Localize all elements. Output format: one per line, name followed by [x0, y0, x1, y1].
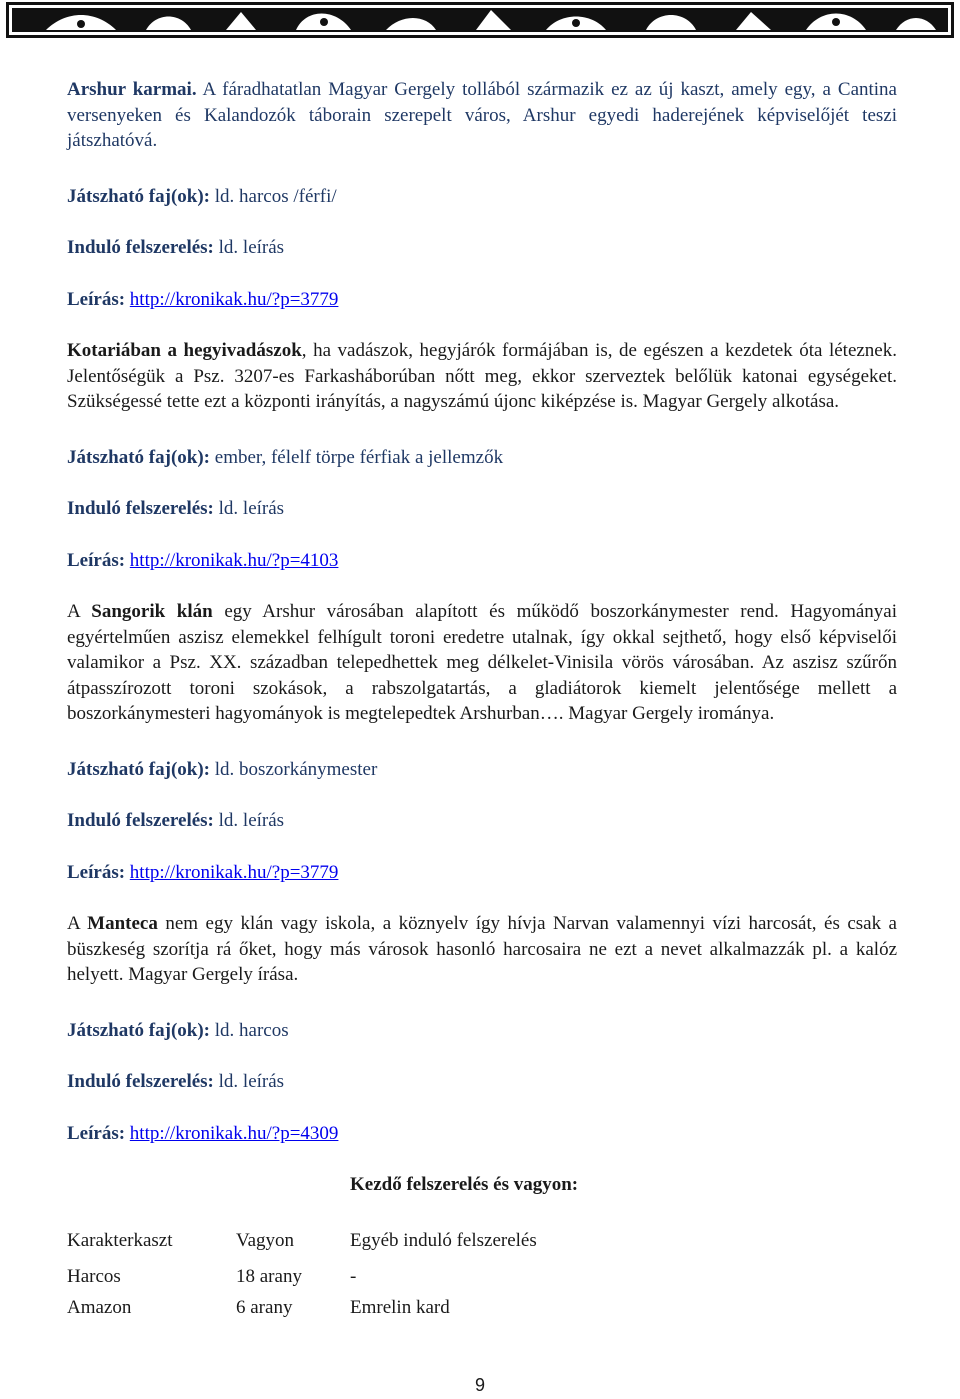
playable-races-value: ld. harcos /férfi/ — [210, 185, 337, 207]
starting-equipment-label: Induló felszerelés: — [67, 237, 214, 258]
ornamental-border-image — [6, 0, 954, 40]
description-field — [67, 287, 897, 313]
playable-races-field — [67, 184, 897, 210]
entry-text: nem egy klán vagy iskola, a köznyelv így hívja Narvan valamennyi vízi harcosát, és csak a büszkeség szorítja rá őket, hogy más városok hasonló harcosaira ne ezt a nevet alkalmazzák pl. a kalóz helyett. Magyar Gergely írása. — [67, 913, 897, 985]
decorative-header-banner — [6, 0, 954, 40]
document-body — [67, 77, 897, 1326]
playable-races-label: Játszható faj(ok): — [67, 185, 211, 207]
starting-equipment-value: ld. leírás — [213, 237, 285, 258]
entry-intro — [67, 911, 897, 988]
page-number: 9 — [474, 1375, 485, 1395]
description-label: Leírás: — [67, 549, 126, 571]
starting-equipment-label: Induló felszerelés: — [67, 810, 214, 831]
description-field — [67, 1121, 897, 1147]
description-link[interactable]: http://kronikak.hu/?p=4103 — [129, 549, 339, 571]
starting-equipment-value: ld. leírás — [213, 810, 285, 831]
table-row — [67, 1295, 537, 1326]
playable-races-field — [67, 445, 897, 471]
table-cell: Harcos — [67, 1265, 121, 1287]
entry-intro — [67, 599, 897, 727]
entry-text: , ha vadászok, hegyjárók formájában is, de egészen a kezdetek óta léteznek. Jelentőségük a Psz. 3207-es Farkasháborúban nőtt meg, ekkor szerveztek belőlük katonai egységeket. Szükségessé tette ezt a központi irányítás, a nagyszámú újonc kiképzése is. Magyar Gergely alkotása. — [67, 340, 897, 412]
description-link[interactable]: http://kronikak.hu/?p=3779 — [129, 861, 339, 883]
entry-manteca — [67, 911, 897, 1146]
playable-races-label: Játszható faj(ok): — [67, 758, 211, 780]
entry-kotaria-hegyivadaszok — [67, 338, 897, 573]
table-cell: Amazon — [67, 1296, 132, 1318]
column-header: Karakterkaszt — [67, 1229, 173, 1251]
starting-equipment-value: ld. leírás — [213, 1071, 285, 1092]
playable-races-label: Játszható faj(ok): — [67, 446, 211, 468]
entry-intro — [67, 77, 897, 154]
starting-equipment-label: Induló felszerelés: — [67, 498, 214, 519]
table-cell: Emrelin kard — [350, 1296, 450, 1318]
table-cell: 6 arany — [236, 1296, 293, 1318]
description-label: Leírás: — [67, 861, 126, 883]
entry-title: Manteca — [87, 913, 158, 934]
table-cell: 18 arany — [236, 1265, 302, 1287]
playable-races-value: ember, félelf törpe férfiak a jellemzők — [210, 446, 504, 468]
description-label: Leírás: — [67, 1122, 126, 1144]
description-label: Leírás: — [67, 288, 126, 310]
table-row — [67, 1264, 537, 1295]
entry-title: Sangorik klán — [91, 601, 213, 622]
entry-text-prefix: A — [67, 601, 92, 622]
table-cell: - — [350, 1265, 357, 1287]
playable-races-label: Játszható faj(ok): — [67, 1019, 211, 1041]
entry-sangorik-klan — [67, 599, 897, 885]
starting-equipment-field — [67, 808, 897, 834]
playable-races-field — [67, 1018, 897, 1044]
column-header: Vagyon — [236, 1229, 295, 1251]
entry-title: Kotariában a hegyivadászok — [67, 340, 302, 361]
entry-arshur-karmai — [67, 77, 897, 312]
description-link[interactable]: http://kronikak.hu/?p=4309 — [129, 1122, 339, 1144]
entry-text-prefix: A — [67, 913, 88, 934]
starting-equipment-field — [67, 235, 897, 261]
column-header: Egyéb induló felszerelés — [350, 1229, 537, 1251]
starting-equipment-label: Induló felszerelés: — [67, 1071, 214, 1092]
equipment-table — [67, 1228, 537, 1326]
playable-races-value: ld. harcos — [210, 1019, 289, 1041]
starting-equipment-field — [67, 496, 897, 522]
equipment-table-title: Kezdő felszerelés és vagyon: — [350, 1174, 579, 1195]
description-field — [67, 860, 897, 886]
description-link[interactable]: http://kronikak.hu/?p=3779 — [129, 288, 339, 310]
table-header-row — [67, 1228, 537, 1264]
playable-races-field — [67, 757, 897, 783]
description-field — [67, 548, 897, 574]
starting-equipment-field — [67, 1069, 897, 1095]
entry-intro — [67, 338, 897, 415]
starting-equipment-value: ld. leírás — [213, 498, 285, 519]
entry-text: egy Arshur városában alapított és működő boszorkánymester rend. Hagyományai egyértelműen aszisz elemekkel felhígult toroni eredetre utalnak, így okkal sejthető, hogy első képviselői valamikor a Psz. XX. században telepedhettek meg délkelet-Vinisila vörös városában. Az aszisz szűrőn átpasszírozott toroni szokások, a rabszolgatartás, a gladiátorok kiemelt jelentősége mellett a boszorkánymesteri hagyományok is megtelepedtek Arshurban…. Magyar Gergely irománya. — [67, 601, 897, 724]
entry-text: A fáradhatatlan Magyar Gergely tollából származik ez az új kaszt, amely egy, a Cantina versenyeken és Kalandozók táborain szerepelt város, Arshur egyedi haderejének képviselőjét teszi játszhatóvá. — [67, 79, 897, 151]
playable-races-value: ld. boszorkánymester — [210, 758, 378, 780]
entry-title: Arshur karmai. — [67, 79, 197, 100]
